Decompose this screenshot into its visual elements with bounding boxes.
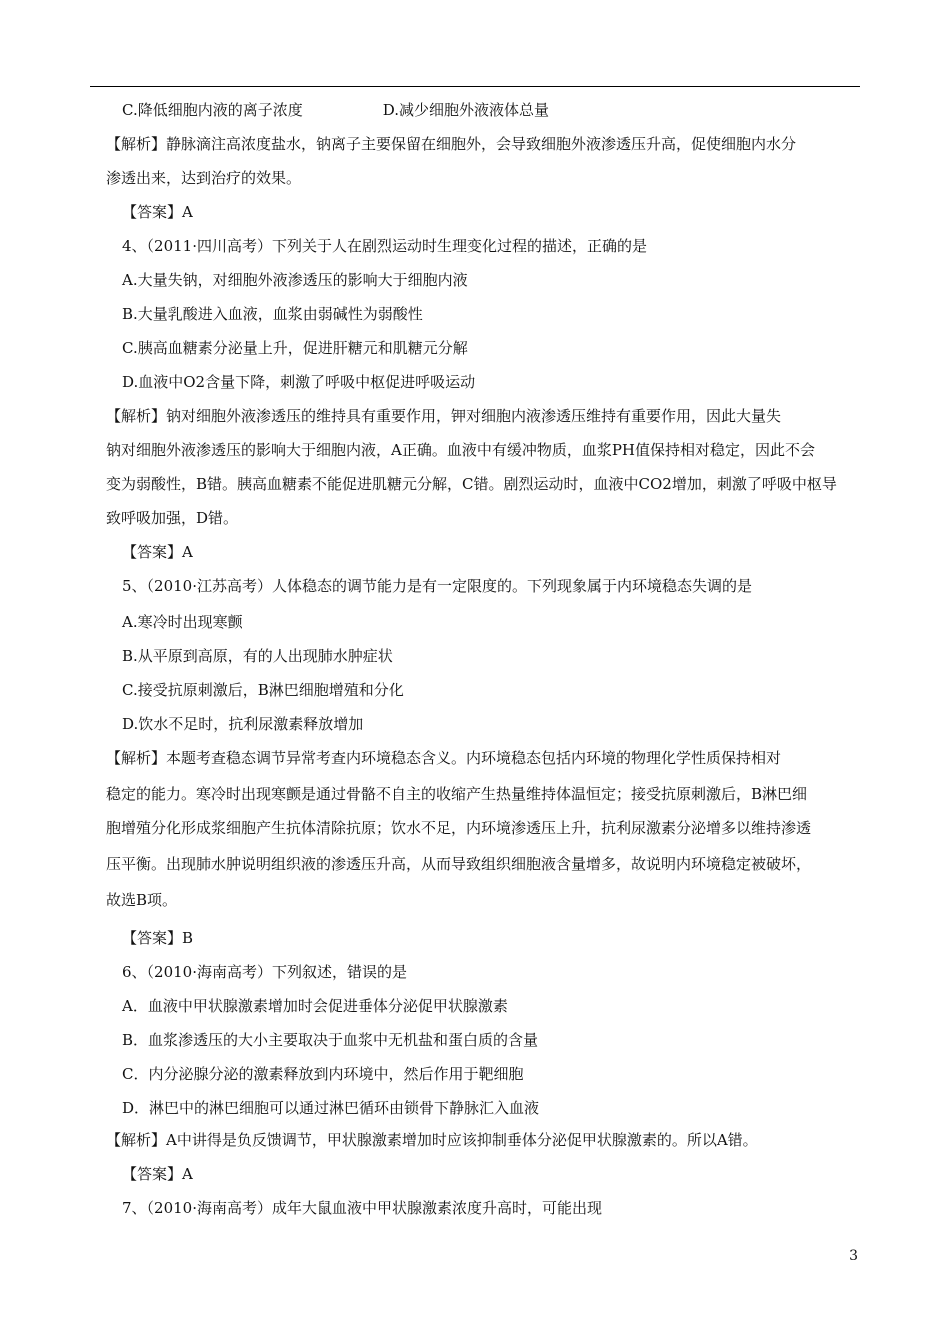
- question-4-option-b: B.大量乳酸进入血液，血浆由弱碱性为弱酸性: [122, 305, 423, 323]
- question-6-option-a: A．血液中甲状腺激素增加时会促进垂体分泌促甲状腺激素: [122, 997, 508, 1015]
- question-5-option-d: D.饮水不足时，抗利尿激素释放增加: [122, 715, 364, 733]
- answer-3: 【答案】A: [122, 203, 193, 221]
- analysis-5-line3: 胞增殖分化形成浆细胞产生抗体清除抗原；饮水不足，内环境渗透压上升，抗利尿激素分泌增多以维持渗透: [106, 819, 812, 837]
- analysis-5-line5: 故选B项。: [106, 891, 178, 909]
- question-5-stem: 5、（2010·江苏高考）人体稳态的调节能力是有一定限度的。下列现象属于内环境稳态失调的是: [122, 577, 752, 595]
- analysis-4-line2: 钠对细胞外液渗透压的影响大于细胞内液，A正确。血液中有缓冲物质，血浆PH值保持相对稳定，因此不会: [106, 441, 816, 459]
- question-6-option-d: D．淋巴中的淋巴细胞可以通过淋巴循环由锁骨下静脉汇入血液: [122, 1099, 540, 1117]
- header-rule: [90, 86, 860, 87]
- question-5-option-a: A.寒冷时出现寒颤: [122, 613, 243, 631]
- analysis-4-line1: 【解析】钠对细胞外液渗透压的维持具有重要作用，钾对细胞内液渗透压维持有重要作用，因此大量失: [106, 407, 782, 425]
- analysis-5-line4: 压平衡。出现肺水肿说明组织液的渗透压升高，从而导致组织细胞液含量增多，故说明内环境稳定被破坏，: [106, 855, 812, 873]
- option-c-d-line: [122, 100, 549, 120]
- analysis-6: 【解析】A中讲得是负反馈调节，甲状腺激素增加时应该抑制垂体分泌促甲状腺激素的。所以A错。: [106, 1131, 758, 1149]
- analysis-3-line1: 【解析】静脉滴注高浓度盐水，钠离子主要保留在细胞外，会导致细胞外液渗透压升高，促使细胞内水分: [106, 135, 797, 153]
- option-d: D.减少细胞外液液体总量: [382, 101, 549, 119]
- question-6-stem: 6、（2010·海南高考）下列叙述，错误的是: [122, 963, 407, 981]
- analysis-5-line1: 【解析】本题考查稳态调节异常考查内环境稳态含义。内环境稳态包括内环境的物理化学性质保持相对: [106, 749, 782, 767]
- analysis-5-line2: 稳定的能力。寒冷时出现寒颤是通过骨骼不自主的收缩产生热量维持体温恒定；接受抗原刺激后，B淋巴细: [106, 785, 808, 803]
- question-6-option-c: C．内分泌腺分泌的激素释放到内环境中，然后作用于靶细胞: [122, 1065, 524, 1083]
- analysis-3-line2: 渗透出来，达到治疗的效果。: [106, 169, 302, 187]
- answer-4: 【答案】A: [122, 543, 193, 561]
- option-c: C.降低细胞内液的离子浓度: [122, 101, 303, 119]
- question-6-option-b: B．血浆渗透压的大小主要取决于血浆中无机盐和蛋白质的含量: [122, 1031, 539, 1049]
- analysis-4-line4: 致呼吸加强，D错。: [106, 509, 239, 527]
- question-4-option-c: C.胰高血糖素分泌量上升，促进肝糖元和肌糖元分解: [122, 339, 468, 357]
- question-5-option-b: B.从平原到高原，有的人出现肺水肿症状: [122, 647, 393, 665]
- question-4-stem: 4、（2011·四川高考）下列关于人在剧烈运动时生理变化过程的描述，正确的是: [122, 237, 647, 255]
- question-7-stem: 7、（2010·海南高考）成年大鼠血液中甲状腺激素浓度升高时，可能出现: [122, 1199, 602, 1217]
- question-4-option-a: A.大量失钠，对细胞外液渗透压的影响大于细胞内液: [122, 271, 468, 289]
- page-number: 3: [849, 1248, 858, 1264]
- question-5-option-c: C.接受抗原刺激后，B淋巴细胞增殖和分化: [122, 681, 404, 699]
- analysis-4-line3: 变为弱酸性，B错。胰高血糖素不能促进肌糖元分解，C错。剧烈运动时，血液中CO2增加，刺激了呼吸中枢导: [106, 475, 837, 493]
- answer-6: 【答案】A: [122, 1165, 193, 1183]
- question-4-option-d: D.血液中O2含量下降，刺激了呼吸中枢促进呼吸运动: [122, 373, 476, 391]
- answer-5: 【答案】B: [122, 929, 194, 947]
